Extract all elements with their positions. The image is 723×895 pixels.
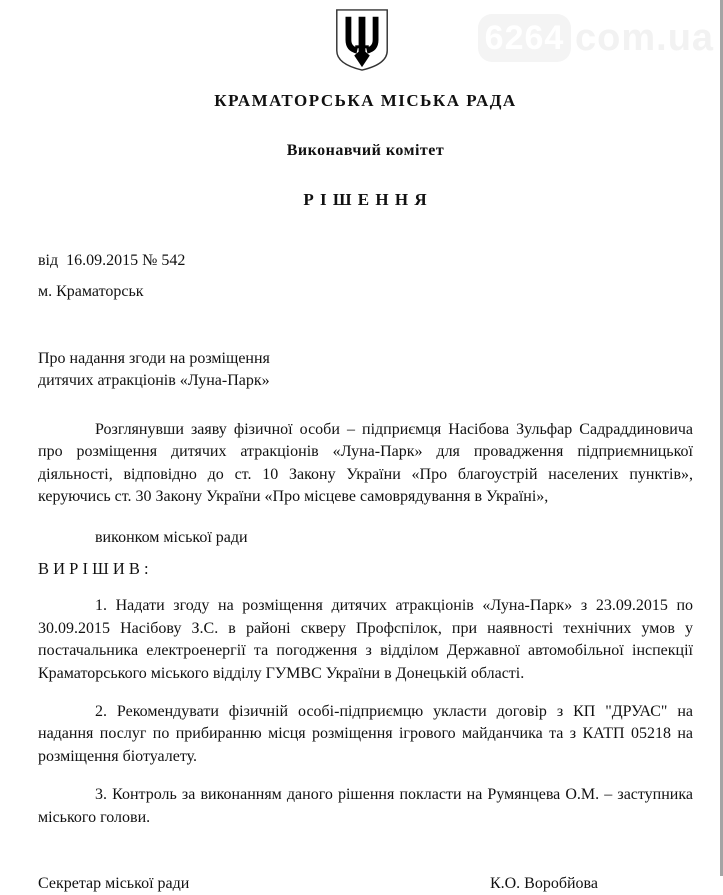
decision-item-1: 1. Надати згоду на розміщення дитячих атракціонів «Луна-Парк» з 23.09.2015 по 30.09.2015 Насібову З.С. в районі скверу Профспілок, при наявності технічних умов у постачальника електроенергії та погодження з відділом Державної автомобільної інспекції Краматорського міського відділу ГУМВС України в Донецькій області. bbox=[38, 597, 693, 682]
subject-line-1: Про надання згоди на розміщення bbox=[38, 350, 270, 368]
signatory-name: К.О. Воробйова bbox=[489, 874, 598, 892]
committee-subtitle: Виконавчий комітет bbox=[286, 142, 445, 160]
document-type-heading: Р І Ш Е Н Н Я bbox=[303, 189, 428, 209]
subject-block bbox=[38, 348, 693, 393]
watermark-box: 6264 bbox=[478, 14, 571, 62]
document-content bbox=[0, 90, 723, 895]
date-number-line: від 16.09.2015 № 542 bbox=[38, 252, 186, 270]
executor-line: виконком міської ради bbox=[95, 529, 248, 547]
decision-item-3: 3. Контроль за виконанням даного рішення покласти на Румянцева О.М. – заступника міського голови. bbox=[38, 786, 693, 826]
signatory-title: Секретар міської ради bbox=[38, 874, 190, 892]
city-line: м. Краматорськ bbox=[38, 282, 144, 300]
watermark-6264-logo bbox=[478, 14, 714, 62]
preamble-paragraph: Розглянувши заяву фізичної особи – підприємця Насібова Зульфар Садраддиновича про розміщення дитячих атракціонів «Луна-Парк» для провадження підприємницької діяльності, відповідно до ст. 10 Закону України «Про благоустрій населених пунктів», керуючись ст. 30 Закону України «Про місцеве самоврядування в Україні», bbox=[38, 420, 693, 506]
ukraine-trident-emblem-icon bbox=[326, 8, 398, 77]
decision-item-2: 2. Рекомендувати фізичній особі-підприємцю укласти договір з КП "ДРУАС" на надання послуг по прибиранню місця розміщення ігрового майданчика та з КАТП 05218 на розміщення біотуалету. bbox=[38, 702, 693, 765]
organization-title: КРАМАТОРСЬКА МІСЬКА РАДА bbox=[214, 91, 517, 110]
subject-line-2: дитячих атракціонів «Луна-Парк» bbox=[38, 372, 270, 390]
watermark-suffix: com.ua bbox=[575, 16, 715, 59]
decided-label: В И Р І Ш И В : bbox=[38, 558, 149, 578]
signature-row bbox=[38, 873, 693, 895]
